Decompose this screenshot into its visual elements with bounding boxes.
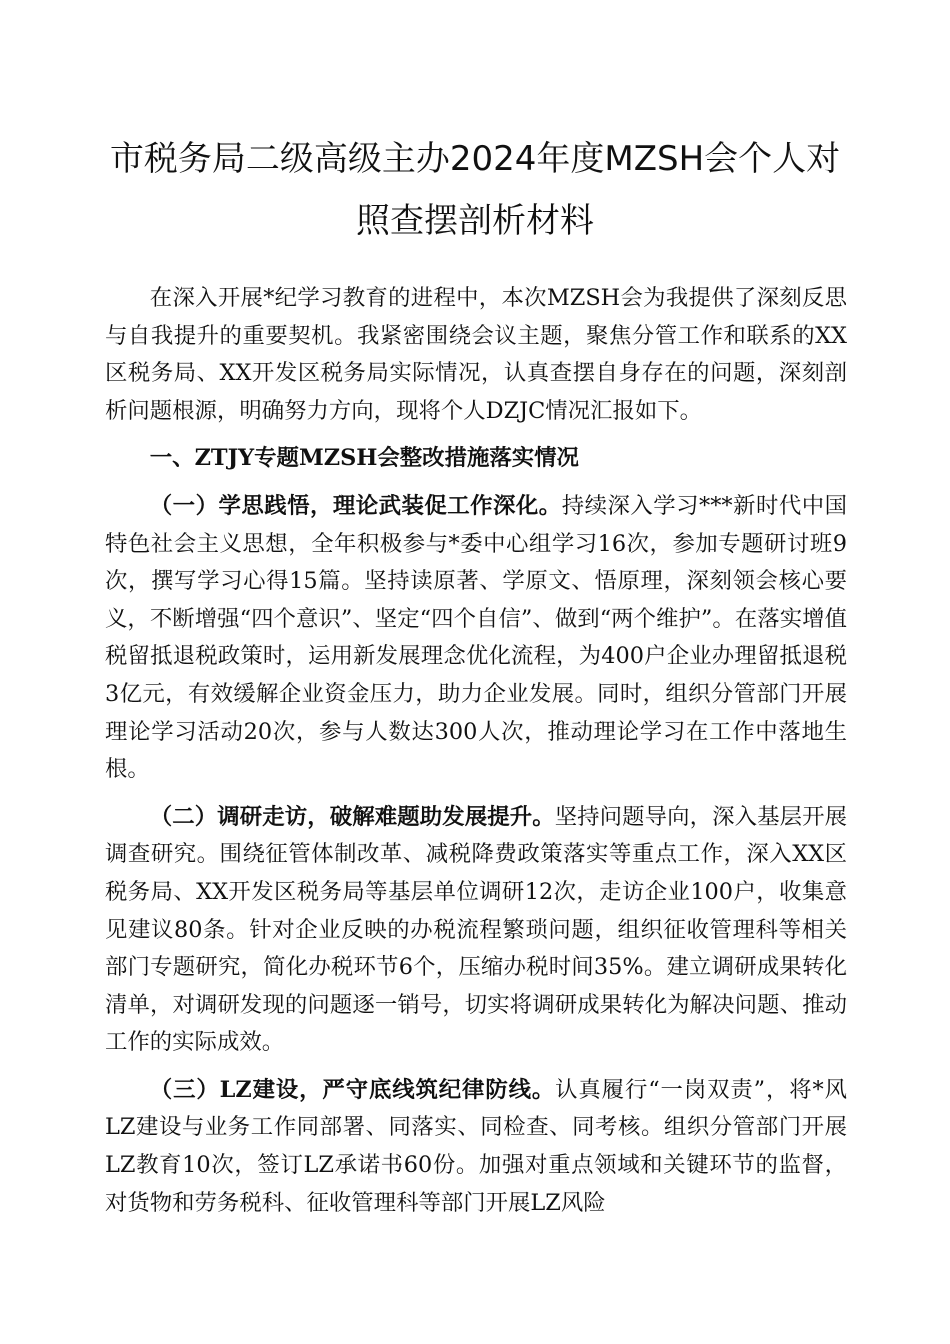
item-paragraph-1 xyxy=(105,488,847,789)
intro-paragraph: 在深入开展*纪学习教育的进程中，本次MZSH会为我提供了深刻反思与自我提升的重要契机。我紧密围绕会议主题，聚焦分管工作和联系的XX区税务局、XX开发区税务局实际情况，认真查摆自身存在的问题，深刻剖析问题根源，明确努力方向，现将个人DZJC情况汇报如下。 xyxy=(105,285,847,424)
item-paragraph-3 xyxy=(105,1072,847,1222)
item-lead-1: （一）学思践悟，理论武装促工作深化。 xyxy=(149,492,562,519)
document-body xyxy=(105,280,847,1232)
item-lead-3: （三）LZ建设，严守底线筑纪律防线。 xyxy=(149,1076,556,1103)
title-line-1: 市税务局二级高级主办2024年度MZSH会个人对 xyxy=(109,139,841,179)
title-line-2: 照查摆剖析材料 xyxy=(356,201,594,241)
section-heading: 一、ZTJY专题MZSH会整改措施落实情况 xyxy=(149,445,579,472)
item-text-1: 持续深入学习***新时代中国特色社会主义思想，全年积极参与*委中心组学习16次，参加专题研讨班9次，撰写学习心得15篇。坚持读原著、学原文、悟原理，深刻领会核心要义，不断增强“四个意识”、坚定“四个自信”、做到“两个维护”。在落实增值税留抵退税政策时，运用新发展理念优化流程，为400户企业办理留抵退税3亿元，有效缓解企业资金压力，助力企业发展。同时，组织分管部门开展理论学习活动20次，参与人数达300人次，推动理论学习在工作中落地生根。 xyxy=(105,492,848,783)
item-text-2: 坚持问题导向，深入基层开展调查研究。围绕征管体制改革、减税降费政策落实等重点工作，深入XX区税务局、XX开发区税务局等基层单位调研12次，走访企业100户，收集意见建议80条。针对企业反映的办税流程繁琐问题，组织征收管理科等相关部门专题研究，简化办税环节6个，压缩办税时间35%。建立调研成果转化清单，对调研发现的问题逐一销号，切实将调研成果转化为解决问题、推动工作的实际成效。 xyxy=(105,803,848,1056)
document-title xyxy=(100,128,850,252)
item-text-3: 认真履行“一岗双责”，将*风LZ建设与业务工作同部署、同落实、同检查、同考核。组织分管部门开展LZ教育10次，签订LZ承诺书60份。加强对重点领域和关键环节的监督，对货物和劳务税科、征收管理科等部门开展LZ风险 xyxy=(105,1076,847,1216)
item-paragraph-2 xyxy=(105,799,847,1062)
item-lead-2: （二）调研走访，破解难题助发展提升。 xyxy=(149,803,555,830)
